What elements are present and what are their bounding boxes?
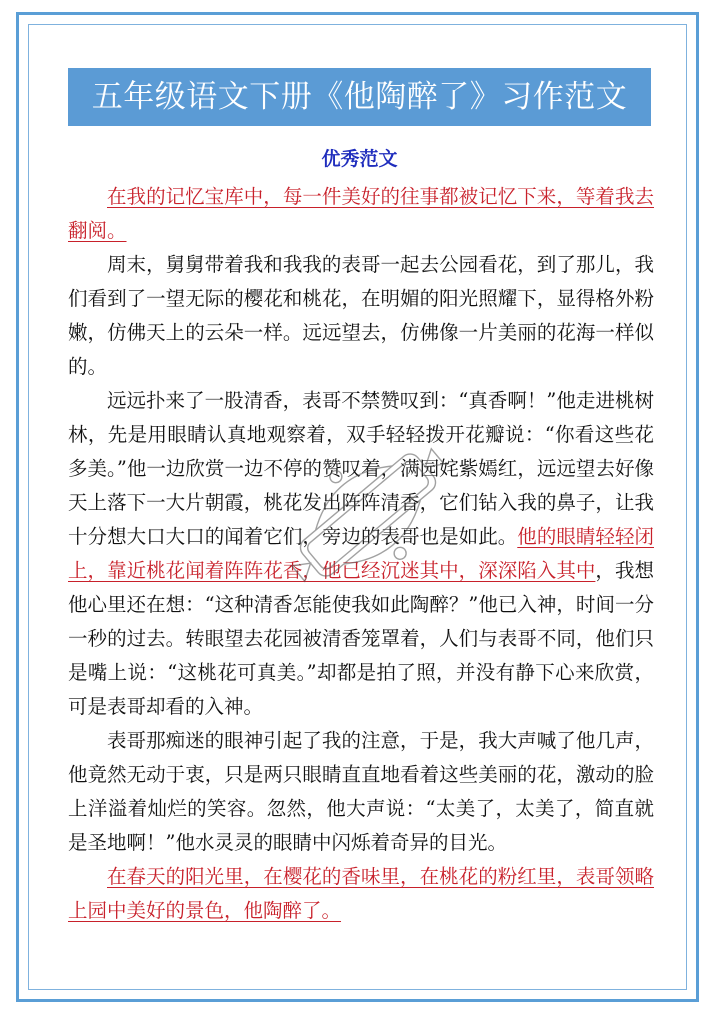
paragraph-text: 周末，舅舅带着我和我我的表哥一起去公园看花，到了那儿，我们看到了一望无际的樱花和桃花，在明媚的阳光照耀下，显得格外粉嫩，仿佛天上的云朵一样。远远望去，仿佛像一片美丽的花海一样似的。 <box>68 253 654 378</box>
highlight-sentence: 他的眼睛轻轻闭上，靠近桃花闻着阵阵花香，他已经沉迷其中，深深陷入其中 <box>68 525 654 582</box>
title-banner <box>68 68 651 126</box>
paragraph-3 <box>68 384 654 724</box>
paragraph-text: 远远扑来了一股清香，表哥不禁赞叹到：“真香啊！”他走进桃树林，先是用眼睛认真地观察着，双手轻轻拨开花瓣说：“你看这些花多美。”他一边欣赏一边不停的赞叹着，满园姹紫嫣红，远远望去好像天上落下一大片朝霞，桃花发出阵阵清香，它们钻入我的鼻子，让我十分想大口大口的闻着它们，旁边的表哥也是如此。 <box>68 389 654 548</box>
highlight-sentence: 在我的记忆宝库中，每一件美好的往事都被记忆下来，等着我去翻阅。 <box>68 185 654 242</box>
paragraph-1 <box>68 180 654 248</box>
paragraph-text: ，我想他心里还在想：“这种清香怎能使我如此陶醉？”他已入神，时间一分一秒的过去。转眼望去花园被清香笼罩着，人们与表哥不同，他们只是嘴上说：“这桃花可真美。”却都是拍了照，并没有静下心来欣赏，可是表哥却看的入神。 <box>68 559 654 718</box>
paragraph-4 <box>68 724 654 860</box>
page-title: 五年级语文下册《他陶醉了》习作范文 <box>91 79 628 115</box>
paragraph-2 <box>68 248 654 384</box>
paragraph-text: 表哥那痴迷的眼神引起了我的注意，于是，我大声喊了他几声，他竟然无动于衷，只是两只眼睛直直地看着这些美丽的花，激动的脸上洋溢着灿烂的笑容。忽然，他大声说：“太美了，太美了，简直就是圣地啊！”他水灵灵的眼睛中闪烁着奇异的目光。 <box>68 729 654 854</box>
paragraph-5 <box>68 860 654 928</box>
section-subtitle: 优秀范文 <box>321 148 398 170</box>
essay-body <box>68 180 654 928</box>
highlight-sentence: 在春天的阳光里，在樱花的香味里，在桃花的粉红里，表哥领略上园中美好的景色，他陶醉了。 <box>68 865 654 922</box>
